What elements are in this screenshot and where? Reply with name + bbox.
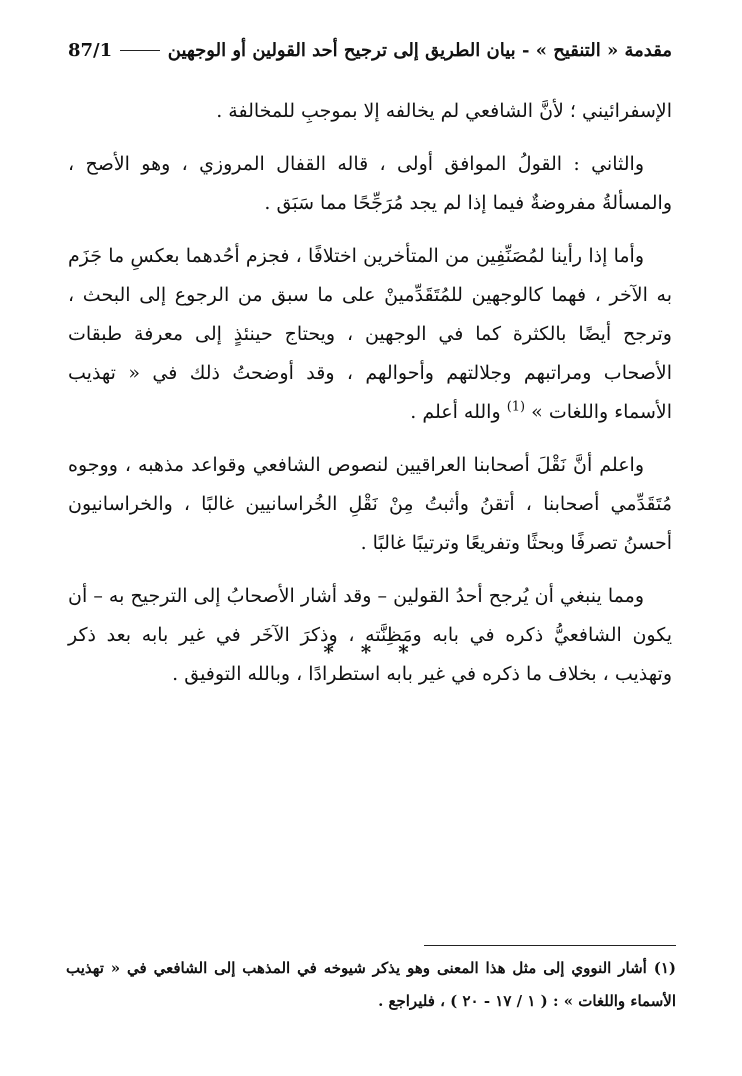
body-text [68, 92, 672, 708]
header-title: مقدمة « التنقيح » - بيان الطريق إلى ترجيح أحد القولين أو الوجهين [167, 40, 672, 61]
paragraph-5 [68, 577, 672, 694]
paragraph-text-end: والله أعلم . [410, 401, 501, 423]
running-header [68, 40, 672, 72]
paragraph-text: ومما ينبغي أن يُرجح أحدُ القولين – وقد أشار الأصحابُ إلى الترجيح به – أن يكون الشافعيُّ ذكره في بابه ومَظِنَّته ، وذكرَ الآخَر في غير بابه بعد ذكر وتهذيب ، بخلاف ما ذكره في غير بابه استطرادًا ، وبالله التوفيق . [68, 585, 672, 685]
paragraph-4 [68, 446, 672, 563]
footnote-reference: (1) [506, 399, 526, 415]
paragraph-3 [68, 237, 672, 432]
page-number: 87/1 [68, 40, 113, 61]
paragraph-1 [68, 92, 672, 131]
paragraph-text: وأما إذا رأينا لمُصَنِّفِين من المتأخرين اختلافًا ، فجزم أحُدهما بعكسِ ما جَزَم به الآخر ، فهما كالوجهين للمُتَقَدِّمينْ على ما سبق من الرجوع إلى البحث ، وترجح أيضًا بالكثرة كما في الوجهين ، ويحتاج حينئذٍ إلى معرفة طبقات الأصحاب ومراتبهم وجلالتهم وأحوالهم ، وقد أوضحتُ ذلك في « تهذيب الأسماء واللغات » [68, 245, 672, 423]
paragraph-text: والثاني : القولُ الموافق أولى ، قاله القفال المروزي ، وهو الأصح ، والمسألةُ مفروضةٌ فيما إذا لم يجد مُرَجِّحًا مما سَبَق . [68, 153, 672, 214]
footnote-1: (١) أشار النووي إلى مثل هذا المعنى وهو يذكر شيوخه في المذهب إلى الشافعي في « تهذيب الأسماء واللغات » : ( ١ / ١٧ - ٢٠ ) ، فليراجع . [66, 959, 676, 1010]
header-rule [120, 50, 160, 51]
paragraph-text: الإسفرائيني ؛ لأنَّ الشافعي لم يخالفه إلا بموجبِ للمخالفة . [216, 100, 672, 122]
paragraph-text: واعلم أنَّ نَقْلَ أصحابنا العراقيين لنصوص الشافعي وقواعد مذهبه ، ووجوه مُتَقَدِّمي أصحابنا ، أتقنُ وأثبتُ مِنْ نَقْلِ الخُراسانيين غالبًا ، والخراسانيون أحسنُ تصرفًا وبحثًا وتفريعًا وترتيبًا غالبًا . [68, 454, 672, 554]
footnote-rule [424, 945, 676, 946]
footnotes [66, 952, 676, 1018]
paragraph-2 [68, 145, 672, 223]
section-separator: * * * [323, 640, 419, 664]
